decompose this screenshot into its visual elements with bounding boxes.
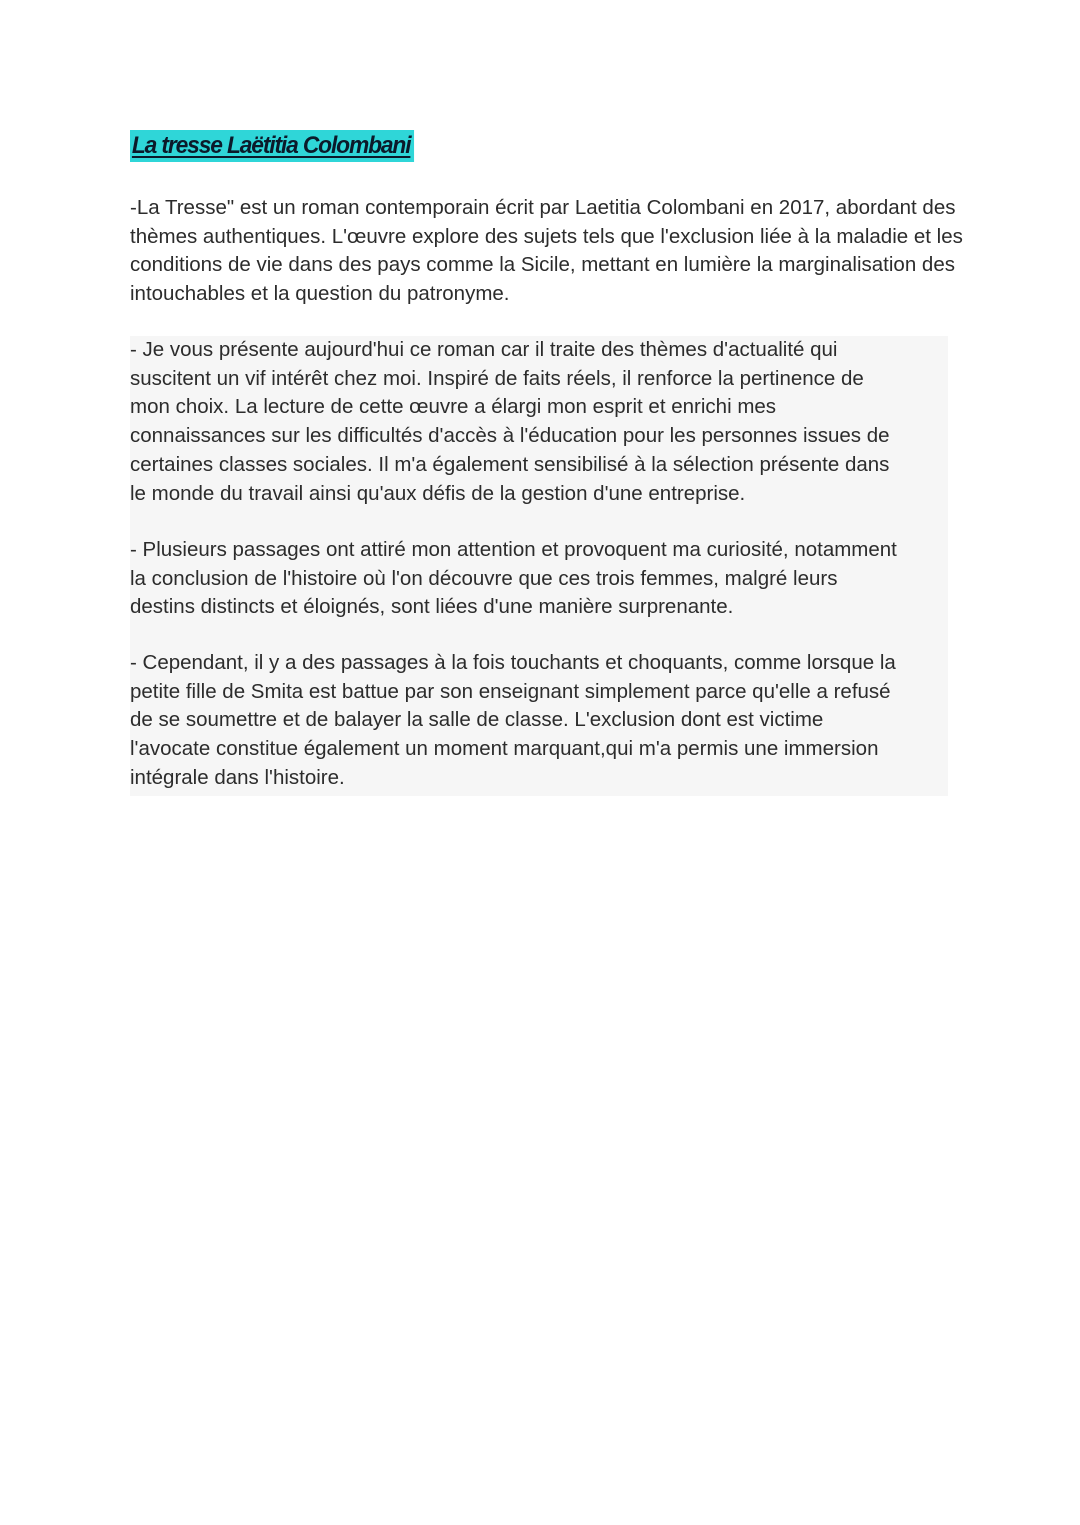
paragraph-1: - Je vous présente aujourd'hui ce roman car il traite des thèmes d'actualité qui suscitent un vif intérêt chez moi. Inspiré de faits réels, il renforce la pertinence de mon choix. La lecture de cette œuvre a élargi mon esprit et enrichi mes connaissances sur les difficultés d'accès à l'éducation pour les personnes issues de certaines classes sociales. Il m'a également sensibilisé à la sélection présente dans le monde du travail ainsi qu'aux défis de la gestion d'une entreprise. [130, 338, 890, 505]
paragraph-2: - Plusieurs passages ont attiré mon attention et provoquent ma curiosité, notamment la conclusion de l'histoire où l'on découvre que ces trois femmes, malgré leurs destins distincts et éloignés, sont liées d'une manière surprenante. [130, 538, 897, 619]
intro-paragraph: -La Tresse" est un roman contemporain écrit par Laetitia Colombani en 2017, abordant des thèmes authentiques. L'œuvre explore des sujets tels que l'exclusion liée à la maladie et les conditions de vie dans des pays comme la Sicile, mettant en lumière la marginalisation des intouchables et la question du patronyme. [130, 196, 963, 306]
title-container [130, 130, 429, 162]
document-title: La tresse Laëtitia Colombani [130, 130, 414, 162]
paragraph-3: - Cependant, il y a des passages à la fois touchants et choquants, comme lorsque la petite fille de Smita est battue par son enseignant simplement parce qu'elle a refusé de se soumettre et de balayer la salle de classe. L'exclusion dont est victime l'avocate constitue également un moment marquant,qui m'a permis une immersion intégrale dans l'histoire. [130, 651, 896, 789]
